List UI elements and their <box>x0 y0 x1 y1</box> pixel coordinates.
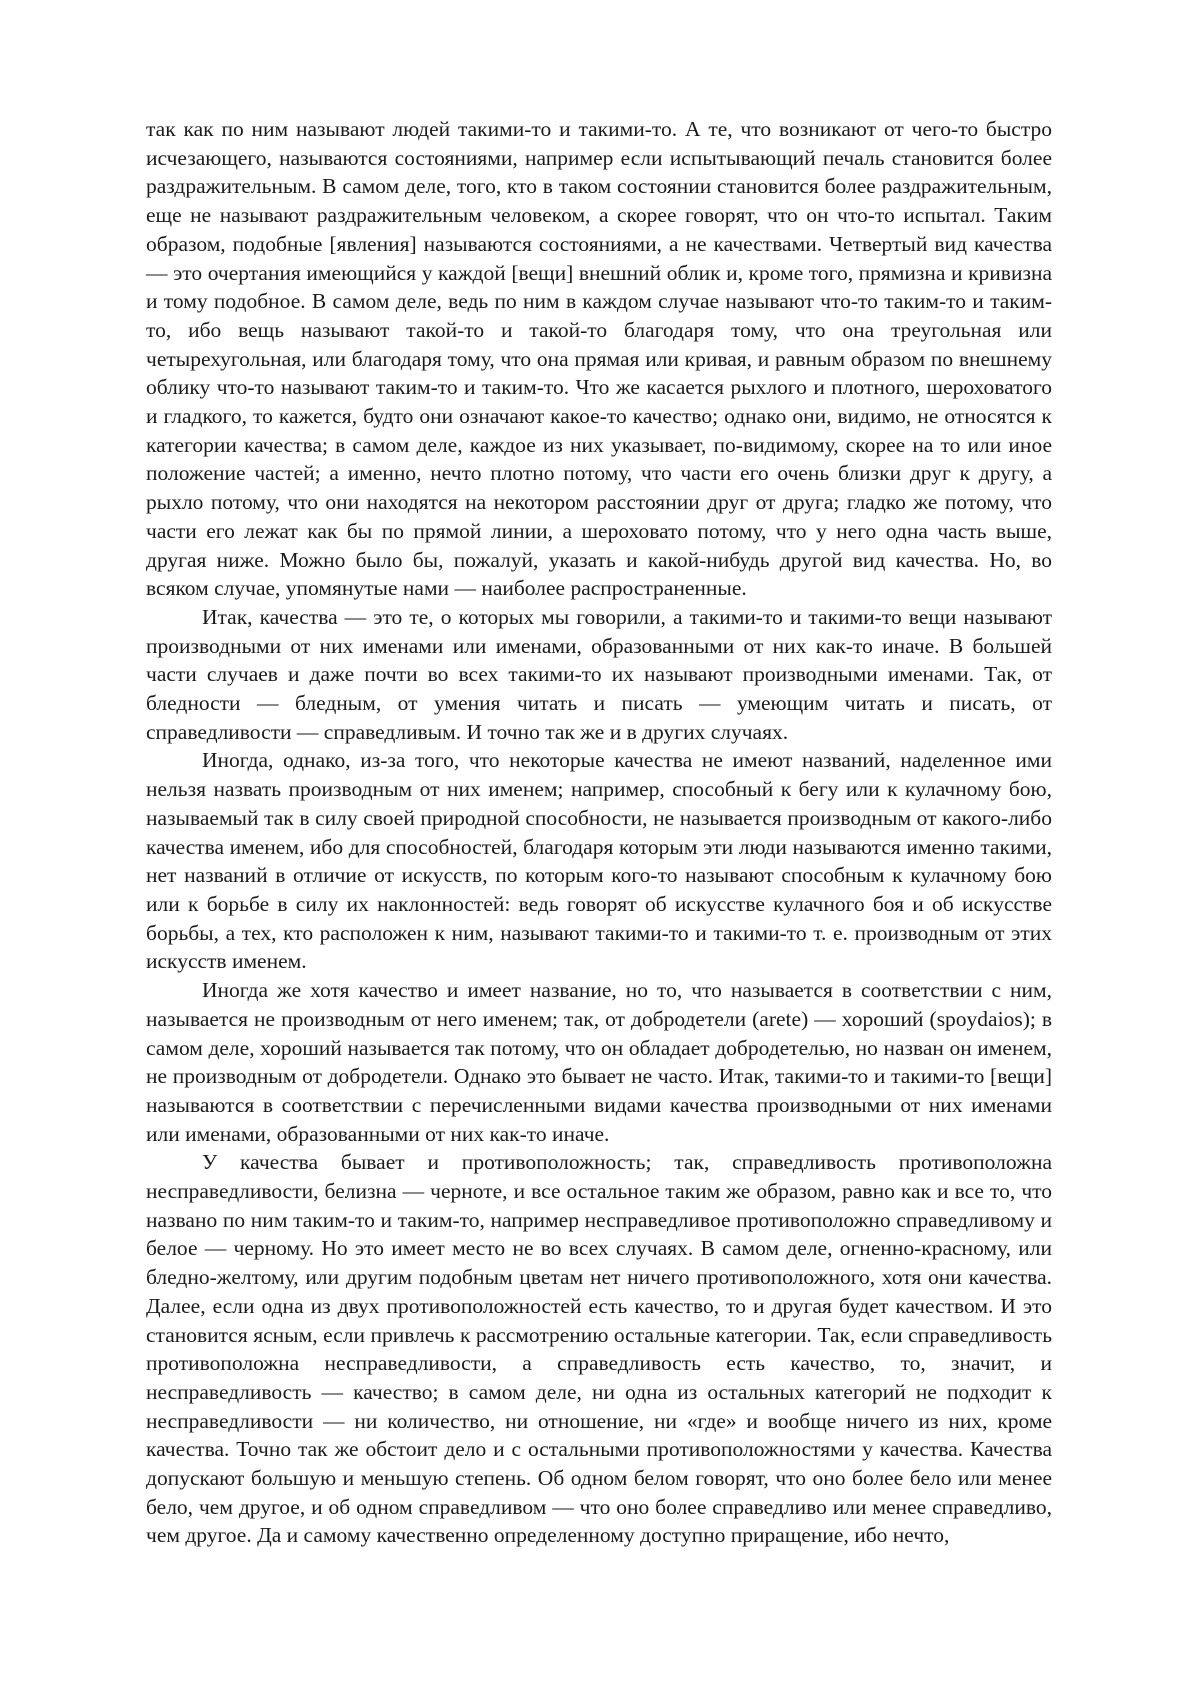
paragraph-4: Иногда же хотя качество и имеет название, но то, что называется в соответствии с ним, называется не производным от него именем; так, от добродетели (arete) — хороший (spoydaios); в самом деле, хороший называется так потому, что он обладает добродетелью, но назван он именем, не производным от добродетели. Однако это бывает не часто. Итак, такими-то и такими-то [вещи] называются в соответствии с перечисленными видами качества производными от них именами или именами, образованными от них как-то иначе. <box>146 978 1052 1146</box>
paragraph-5: У качества бывает и противоположность; так, справедливость противоположна несправедливости, белизна — черноте, и все остальное таким же образом, равно как и все то, что названо по ним таким-то и таким-то, например несправедливое противоположно справедливому и белое — черному. Но это имеет место не во всех случаях. В самом деле, огненно-красному, или бледно-желтому, или другим подобным цветам нет ничего противоположного, хотя они качества. Далее, если одна из двух противоположностей есть качество, то и другая будет качеством. И это становится ясным, если привлечь к рассмотрению остальные категории. Так, если справедливость противоположна несправедливости, а справедливость есть качество, то, значит, и несправедливость — качество; в самом деле, ни одна из остальных категорий не подходит к несправедливости — ни количество, ни отношение, ни «где» и вообще ничего из них, кроме качества. Точно так же обстоит дело и с остальными противоположностями у качества. Качества допускают большую и меньшую степень. Об одном белом говорят, что оно более бело или менее бело, чем другое, и об одном справедливом — что оно более справедливо или менее справедливо, чем другое. Да и самому качественно определенному доступно приращение, ибо нечто, <box>146 1150 1052 1548</box>
paragraph-3: Иногда, однако, из-за того, что некоторые качества не имеют названий, наделенное ими нельзя назвать производным от них именем; например, способный к бегу или к кулачному бою, называемый так в силу своей природной способности, не называется производным от какого-либо качества именем, ибо для способностей, благодаря которым эти люди называются именно такими, нет названий в отличие от искусств, по которым кого-то называют способным к кулачному бою или к борьбе в силу их наклонностей: ведь говорят об искусстве кулачного боя и об искусстве борьбы, а тех, кто расположен к ним, называют такими-то и такими-то т. е. производным от этих искусств именем. <box>146 748 1052 974</box>
document-page <box>146 115 1052 1550</box>
paragraph-2: Итак, качества — это те, о которых мы говорили, а такими-то и такими-то вещи называют производными от них именами или именами, образованными от них как-то иначе. В большей части случаев и даже почти во всех такими-то их называют производными именами. Так, от бледности — бледным, от умения читать и писать — умеющим читать и писать, от справедливости — справедливым. И точно так же и в других случаях. <box>146 604 1052 744</box>
paragraph-1: так как по ним называют людей такими-то и такими-то. А те, что возникают от чего-то быстро исчезающего, называются состояниями, например если испытывающий печаль становится более раздражительным. В самом деле, того, кто в таком состоянии становится более раздражительным, еще не называют раздражительным человеком, а скорее говорят, что он что-то испытал. Таким образом, подобные [явления] называются состояниями, а не качествами. Четвертый вид качества — это очертания имеющийся у каждой [вещи] внешний облик и, кроме того, прямизна и кривизна и тому подобное. В самом деле, ведь по ним в каждом случае называют что-то таким-то и таким-то, ибо вещь называют такой-то и такой-то благодаря тому, что она треугольная или четырехугольная, или благодаря тому, что она прямая или кривая, и равным образом по внешнему облику что-то называют таким-то и таким-то. Что же касается рыхлого и плотного, шероховатого и гладкого, то кажется, будто они означают какое-то качество; однако они, видимо, не относятся к категории качества; в самом деле, каждое из них указывает, по-видимому, скорее на то или иное положение частей; а именно, нечто плотно потому, что части его очень близки друг к другу, а рыхло потому, что они находятся на некотором расстоянии друг от друга; гладко же потому, что части его лежат как бы по прямой линии, а шероховато потому, что у него одна часть выше, другая ниже. Можно было бы, пожалуй, указать и какой-нибудь другой вид качества. Но, во всяком случае, упомянутые нами — наиболее распространенные. <box>146 117 1052 601</box>
